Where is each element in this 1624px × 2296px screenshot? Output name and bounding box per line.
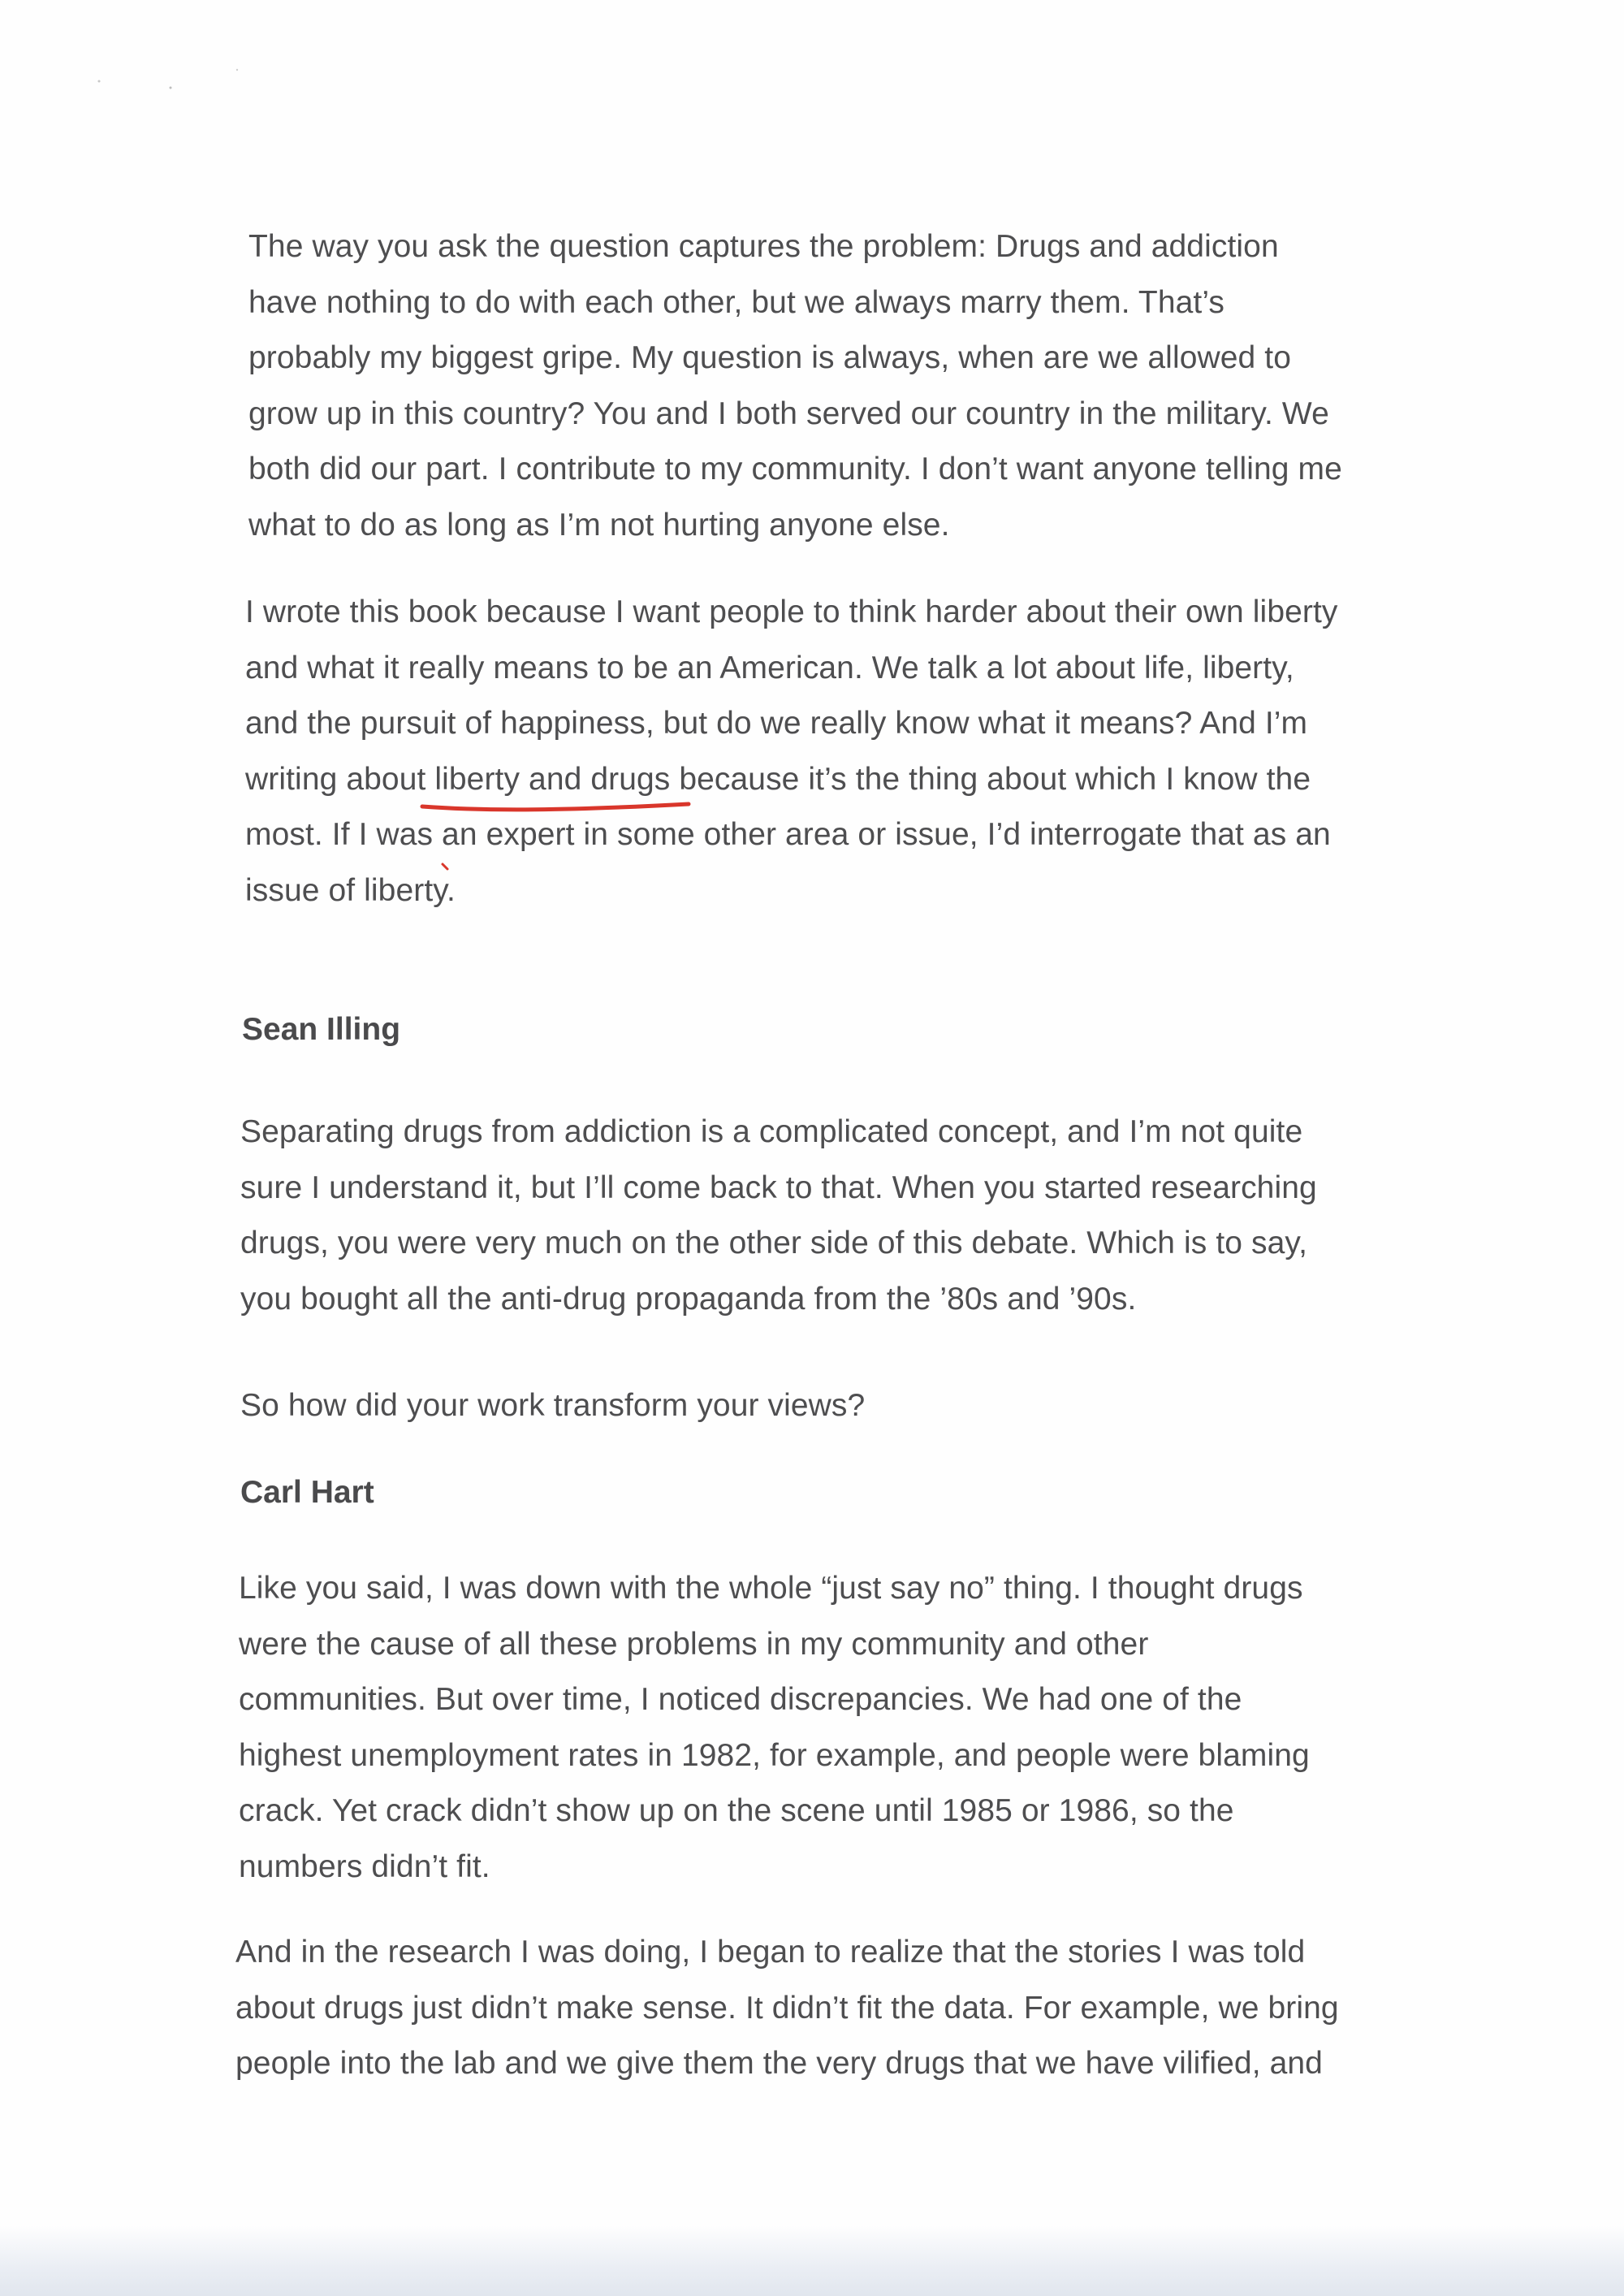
text-line: numbers didn’t fit. (239, 1848, 490, 1884)
text-line: people into the lab and we give them the very drugs that we have vilified, and (235, 2046, 1323, 2081)
text-line: So how did your work transform your views? (240, 1388, 866, 1423)
text-line: and what it really means to be an American. We talk a lot about life, liberty, (245, 650, 1294, 685)
text-line: most. If I was an expert in some other area or issue, I’d interrogate that as an (245, 817, 1331, 852)
text-line: crack. Yet crack didn’t show up on the scene until 1985 or 1986, so the (239, 1793, 1234, 1828)
speaker-name: Sean Illing (242, 1012, 401, 1047)
text-line: probably my biggest gripe. My question is always, when are we allowed to (248, 340, 1292, 375)
text-line: and the pursuit of happiness, but do we really know what it means? And I’m (245, 706, 1308, 741)
text-line: issue of liberty. (245, 872, 456, 908)
text-line: highest unemployment rates in 1982, for example, and people were blaming (239, 1737, 1310, 1773)
text-line: about drugs just didn’t make sense. It didn’t fit the data. For example, we bring (235, 1990, 1339, 2026)
text-line: communities. But over time, I noticed discrepancies. We had one of the (239, 1682, 1242, 1717)
text-line: were the cause of all these problems in my community and other (239, 1626, 1149, 1662)
text-line: drugs, you were very much on the other side of this debate. Which is to say, (240, 1226, 1308, 1260)
red-pen-underline (422, 804, 689, 810)
speaker-name: Carl Hart (240, 1475, 374, 1510)
text-line: sure I understand it, but I’ll come back to that. When you started researching (240, 1170, 1317, 1205)
text-line: both did our part. I contribute to my community. I don’t want anyone telling me (248, 452, 1342, 486)
text-line: grow up in this country? You and I both served our country in the military. We (248, 396, 1329, 431)
text-line: you bought all the anti-drug propaganda from the ’80s and ’90s. (240, 1281, 1137, 1317)
text-line: And in the research I was doing, I began to realize that the stories I was told (235, 1935, 1306, 1970)
text-line: Separating drugs from addiction is a complicated concept, and I’m not quite (240, 1114, 1303, 1149)
text-line: Like you said, I was down with the whole “just say no” thing. I thought drugs (239, 1571, 1303, 1606)
text-line: have nothing to do with each other, but we always marry them. That’s (248, 284, 1225, 320)
red-pen-mark (443, 864, 447, 869)
text-line: I wrote this book because I want people to think harder about their own liberty (245, 595, 1338, 629)
text-line: The way you ask the question captures the problem: Drugs and addiction (248, 229, 1279, 264)
text-line: what to do as long as I’m not hurting anyone else. (248, 507, 950, 543)
scan-edge-shadow (0, 2225, 1624, 2296)
text-line: writing about liberty and drugs because it’s the thing about which I know the (245, 761, 1311, 797)
